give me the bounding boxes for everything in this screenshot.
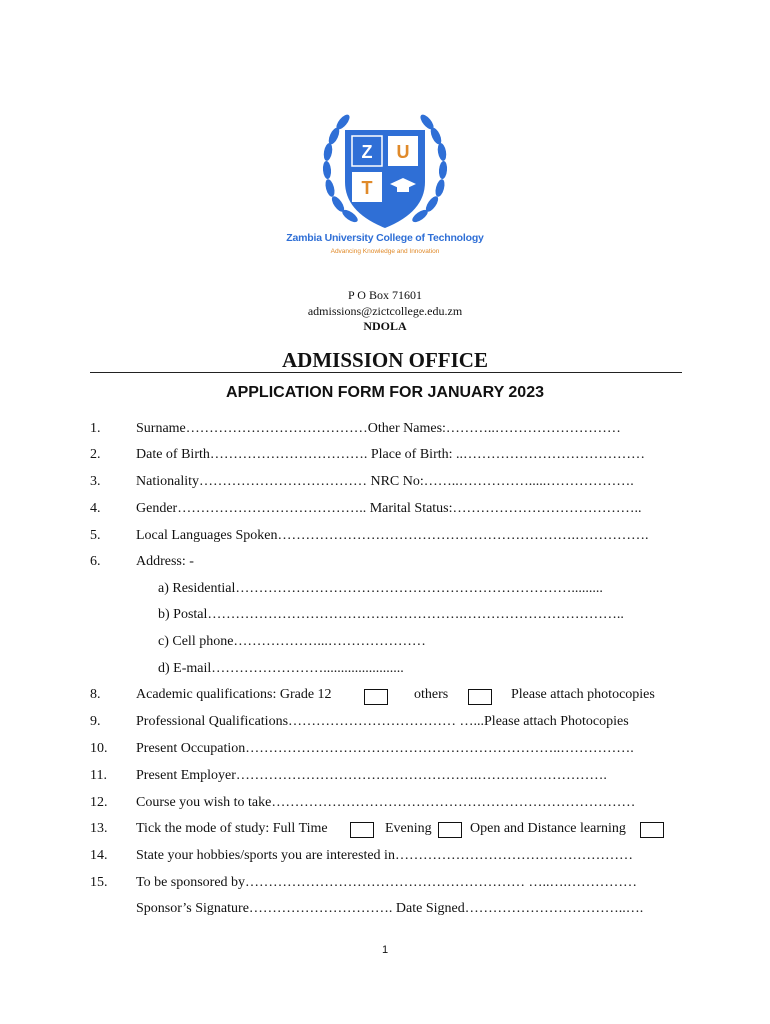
field-number: 9. <box>90 714 101 729</box>
odl-checkbox[interactable] <box>640 822 664 838</box>
field-number: 4. <box>90 501 101 516</box>
full-time-checkbox[interactable] <box>350 822 374 838</box>
field-number: 6. <box>90 554 101 569</box>
address-label: Address: - <box>136 554 194 569</box>
evening-label: Evening <box>385 821 432 836</box>
others-checkbox[interactable] <box>468 689 492 705</box>
attach-note: Please attach photocopies <box>511 687 655 702</box>
field-number: 15. <box>90 875 108 890</box>
title-divider <box>90 372 682 373</box>
org-name: Zambia University College of Technology <box>286 232 484 244</box>
nationality-field[interactable]: Nationality……………………………… NRC No:……..…………….....………………. <box>136 474 634 489</box>
course-field[interactable]: Course you wish to take…………………………………………………………………… <box>136 795 636 810</box>
gender-field[interactable]: Gender………………………………….. Marital Status:………………………………….. <box>136 501 642 516</box>
field-number: 3. <box>90 474 101 489</box>
others-label: others <box>414 687 449 702</box>
page-number: 1 <box>381 944 389 956</box>
academic-qualifications-label: Academic qualifications: Grade 12 <box>136 687 332 702</box>
field-number: 1. <box>90 421 101 436</box>
po-box: P O Box 71601 <box>348 288 422 302</box>
field-number: 12. <box>90 795 108 810</box>
field-number: 11. <box>90 768 107 783</box>
hobbies-field[interactable]: State your hobbies/sports you are interested in…………………………………………… <box>136 848 633 863</box>
postal-address-field[interactable]: b) Postal……………………………………………….…………………………….. <box>158 607 624 622</box>
email-field[interactable]: d) E-mail……………………....................... <box>158 661 404 676</box>
present-occupation-field[interactable]: Present Occupation…………………………………………………………..……………. <box>136 741 634 756</box>
sponsor-field[interactable]: To be sponsored by…………………………………………………… …..….…………… <box>136 875 638 890</box>
field-number: 8. <box>90 687 101 702</box>
logo-letter-t: T <box>361 178 373 198</box>
sponsor-signature-field[interactable]: Sponsor’s Signature…………………………. Date Signed……………………………..…. <box>136 901 644 916</box>
evening-checkbox[interactable] <box>438 822 462 838</box>
logo-letter-u: U <box>396 142 410 162</box>
surname-field[interactable]: Surname…………………………………Other Names:………..……………………… <box>136 421 621 436</box>
cell-phone-field[interactable]: c) Cell phone………………...………………… <box>158 634 426 649</box>
city: NDOLA <box>363 319 407 333</box>
odl-label: Open and Distance learning <box>470 821 626 836</box>
present-employer-field[interactable]: Present Employer…………………………………………….………………………. <box>136 768 607 783</box>
page-title: ADMISSION OFFICE <box>282 348 488 372</box>
field-number: 10. <box>90 741 108 756</box>
study-mode-label: Tick the mode of study: Full Time <box>136 821 328 836</box>
grade12-checkbox[interactable] <box>364 689 388 705</box>
professional-qualifications-field[interactable]: Professional Qualifications……………………………… …...Please attach Photocopies <box>136 714 629 729</box>
languages-field[interactable]: Local Languages Spoken……………………………………………………….……………. <box>136 528 649 543</box>
tagline: Advancing Knowledge and Innovation <box>330 248 440 255</box>
field-number: 14. <box>90 848 108 863</box>
field-number: 2. <box>90 447 101 462</box>
field-number: 5. <box>90 528 101 543</box>
field-number: 13. <box>90 821 108 836</box>
email-address: admissions@zictcollege.edu.zm <box>307 304 463 318</box>
date-of-birth-field[interactable]: Date of Birth……………………………. Place of Birth: ..………………………………… <box>136 447 646 462</box>
residential-address-field[interactable]: a) Residential………………………………………………………………......... <box>158 581 603 596</box>
form-subtitle: APPLICATION FORM FOR JANUARY 2023 <box>226 384 544 401</box>
logo-letter-z: Z <box>361 142 373 162</box>
